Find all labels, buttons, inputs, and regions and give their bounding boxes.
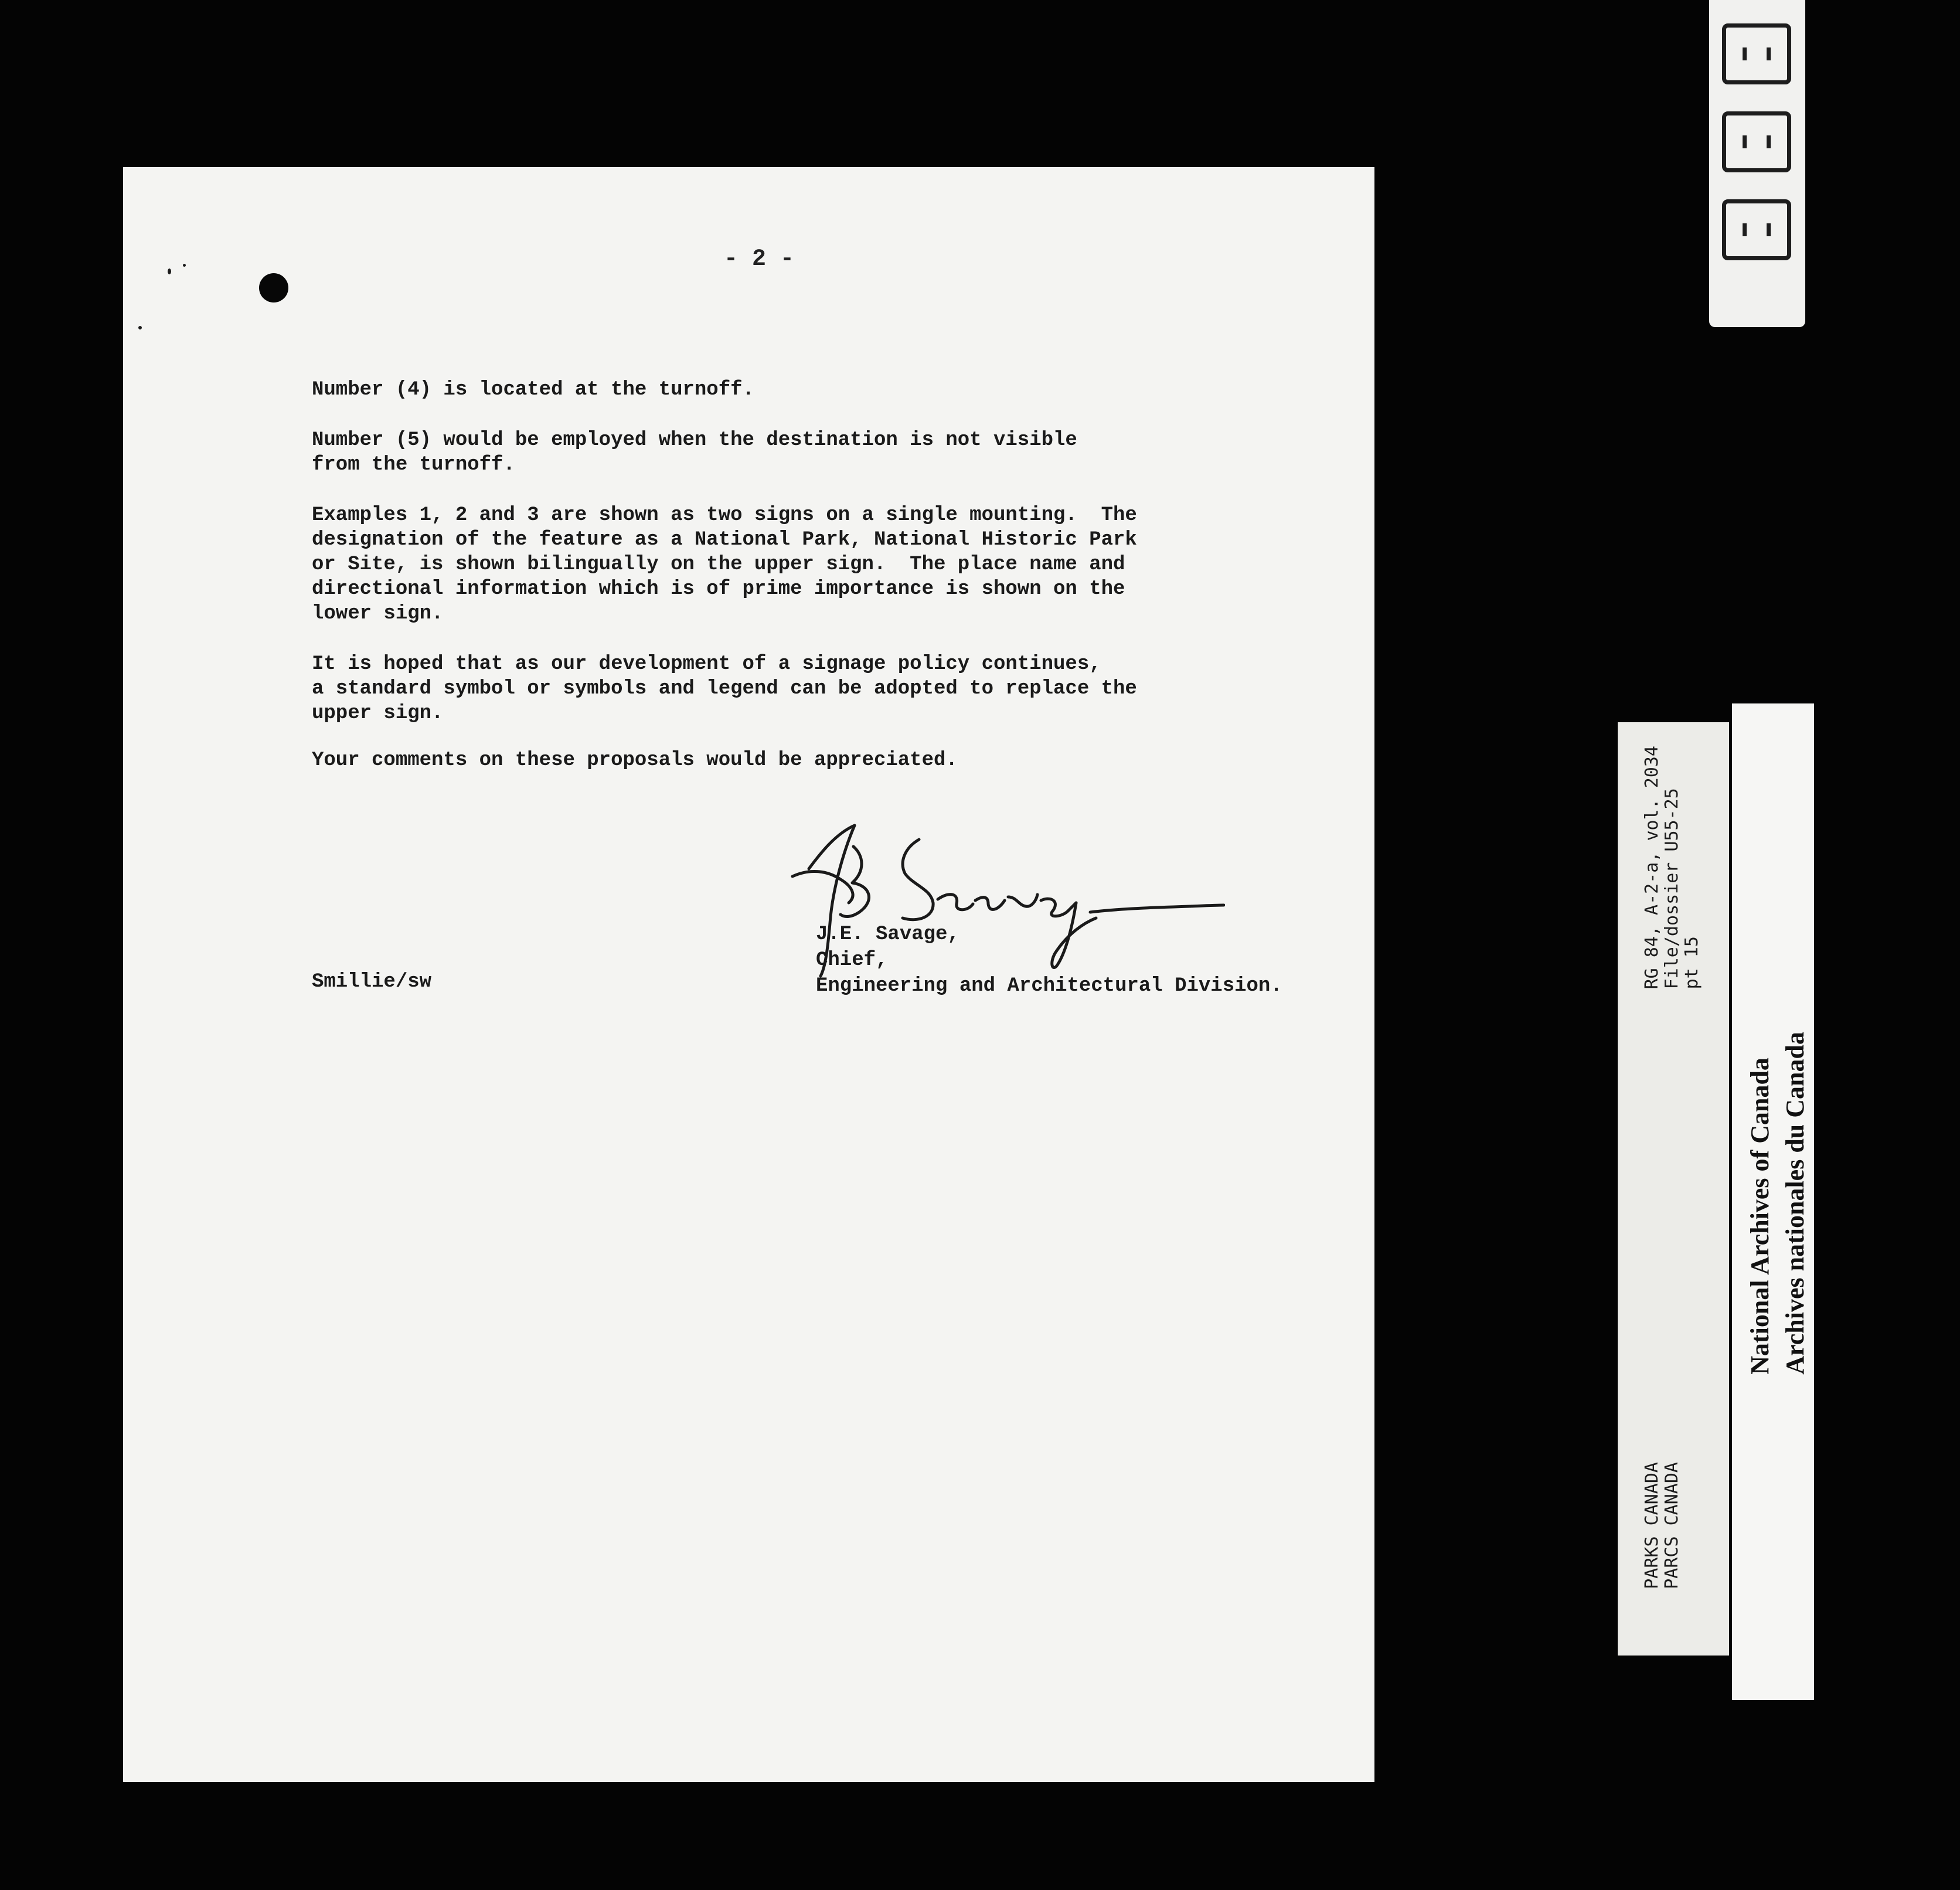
punch-hole bbox=[259, 273, 288, 302]
agency-line-2: PARCS CANADA bbox=[1662, 1462, 1682, 1589]
archives-line-1: National Archives of Canada bbox=[1745, 1058, 1774, 1375]
paragraph-5: Your comments on these proposals would be appreciated. bbox=[312, 749, 958, 771]
speck bbox=[138, 326, 142, 329]
signature-block bbox=[816, 922, 1282, 999]
agency-text bbox=[1642, 1462, 1682, 1589]
speck bbox=[168, 268, 171, 274]
archives-line-2: Archives nationales du Canada bbox=[1781, 1032, 1809, 1375]
paragraph-1: Number (4) is located at the turnoff. bbox=[312, 379, 754, 401]
page-number: - 2 - bbox=[724, 246, 795, 273]
speck bbox=[183, 264, 186, 267]
archive-reference-label bbox=[1618, 722, 1729, 1656]
signatory-title: Chief, bbox=[816, 949, 888, 971]
reference-line-2: File/dossier U55-25 bbox=[1662, 788, 1682, 990]
reference-text bbox=[1642, 746, 1702, 989]
paragraph-4: It is hoped that as our development of a signage policy continues, a standard symbol or symbols and legend can be adopted to replace the upper sign. bbox=[312, 653, 1137, 725]
paragraph-3: Examples 1, 2 and 3 are shown as two signs on a single mounting. The designation of the feature as a National Park, National Historic Park or Site, is shown bilingually on the upper sign. The place name and directional information which is of prime importance is shown on the lower sign. bbox=[312, 504, 1137, 625]
paragraph-2: Number (5) would be employed when the destination is not visible from the turnoff. bbox=[312, 429, 1077, 476]
typist-initials: Smillie/sw bbox=[312, 971, 432, 993]
signatory-name: J.E. Savage, bbox=[816, 923, 959, 946]
archives-text bbox=[1743, 1032, 1813, 1375]
reference-line-3: pt 15 bbox=[1682, 936, 1702, 990]
reference-line-1: RG 84, A-2-a, vol. 2034 bbox=[1642, 746, 1662, 990]
agency-line-1: PARKS CANADA bbox=[1642, 1462, 1662, 1589]
film-frame-mark bbox=[1722, 23, 1791, 84]
signatory-division: Engineering and Architectural Division. bbox=[816, 975, 1282, 997]
film-frame-counter bbox=[1709, 0, 1805, 327]
national-archives-label bbox=[1732, 703, 1814, 1700]
film-frame-mark bbox=[1722, 111, 1791, 172]
film-frame-mark bbox=[1722, 199, 1791, 260]
